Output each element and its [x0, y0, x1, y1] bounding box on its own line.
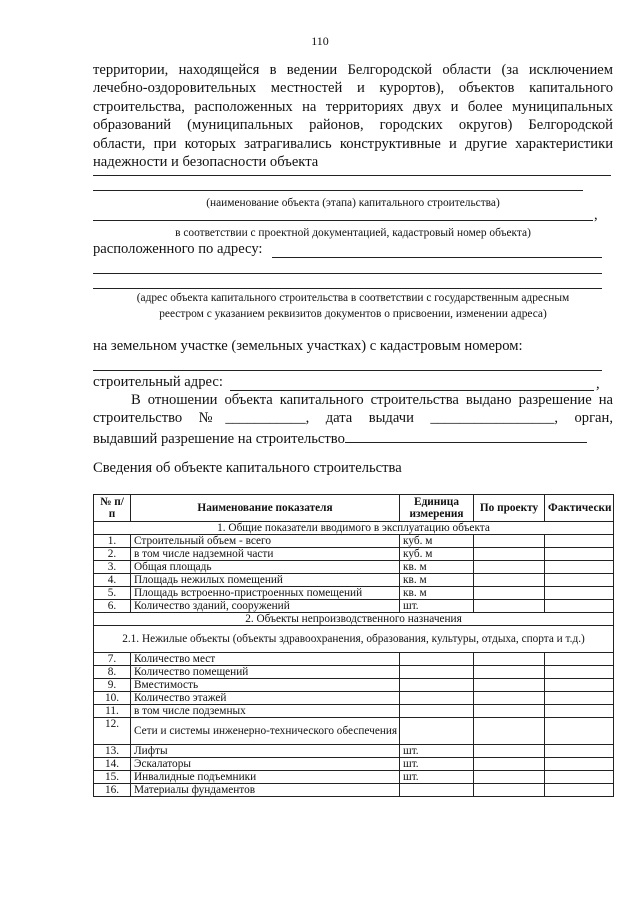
row-number: 9.: [94, 679, 131, 692]
permit-paragraph: [93, 391, 613, 448]
address-caption-2: реестром с указанием реквизитов документов о присвоении, изменении адреса): [159, 308, 547, 320]
section-row: [94, 522, 614, 535]
row-project-cell[interactable]: [474, 679, 545, 692]
intro-line: области, при которых затрагивались конструктивные и другие характеристики: [93, 135, 613, 152]
project-doc-caption: в соответствии с проектной документацией, кадастровый номер объекта): [175, 227, 531, 239]
row-number: 1.: [94, 535, 131, 548]
row-number: 5.: [94, 587, 131, 600]
row-name: Количество мест: [131, 653, 400, 666]
row-name: Материалы фундаментов: [131, 784, 400, 797]
row-actual-cell[interactable]: [545, 771, 614, 784]
row-unit: [400, 784, 474, 797]
row-name: Количество помещений: [131, 666, 400, 679]
table-row: [94, 705, 614, 718]
row-unit: [400, 679, 474, 692]
row-project-cell[interactable]: [474, 561, 545, 574]
row-name: Площадь встроенно-пристроенных помещений: [131, 587, 400, 600]
row-actual-cell[interactable]: [545, 653, 614, 666]
row-unit: кв. м: [400, 561, 474, 574]
intro-paragraph: [93, 61, 613, 171]
intro-line: надежности и безопасности объекта: [93, 154, 319, 171]
row-unit: шт.: [400, 745, 474, 758]
row-actual-cell[interactable]: [545, 574, 614, 587]
row-number: 12.: [94, 718, 131, 745]
row-number: 8.: [94, 666, 131, 679]
row-project-cell[interactable]: [474, 653, 545, 666]
table-row: [94, 653, 614, 666]
table-row: [94, 587, 614, 600]
section-row: [94, 613, 614, 626]
section-1-label: 1. Общие показатели вводимого в эксплуатацию объекта: [94, 522, 614, 535]
row-actual-cell[interactable]: [545, 705, 614, 718]
row-unit: шт.: [400, 771, 474, 784]
section-2-label: 2. Объекты непроизводственного назначения: [94, 613, 614, 626]
object-name-line-1[interactable]: [93, 175, 611, 176]
row-number: 11.: [94, 705, 131, 718]
object-name-line-3[interactable]: [93, 220, 593, 221]
land-plot-line[interactable]: [93, 370, 602, 371]
row-project-cell[interactable]: [474, 666, 545, 679]
object-name-caption: (наименование объекта (этапа) капитального строительства): [206, 197, 500, 209]
row-unit: [400, 653, 474, 666]
section-title: Сведения об объекте капитального строительства: [93, 460, 402, 476]
header-num: № п/п: [94, 495, 131, 522]
table-row: [94, 600, 614, 613]
section-row: [94, 626, 614, 653]
address-line-3[interactable]: [93, 288, 602, 289]
row-project-cell[interactable]: [474, 758, 545, 771]
row-project-cell[interactable]: [474, 535, 545, 548]
table-row: [94, 745, 614, 758]
address-line-2[interactable]: [93, 273, 602, 274]
table-row: [94, 574, 614, 587]
row-name: Строительный объем - всего: [131, 535, 400, 548]
row-project-cell[interactable]: [474, 745, 545, 758]
comma: ,: [596, 376, 600, 392]
indicators-table: [93, 494, 614, 797]
row-actual-cell[interactable]: [545, 745, 614, 758]
intro-line: лечебно-оздоровительных местностей и курортов), объектов капитального: [93, 80, 613, 97]
header-unit: Единица измерения: [400, 495, 474, 522]
row-actual-cell[interactable]: [545, 758, 614, 771]
row-unit: шт.: [400, 758, 474, 771]
row-name: Количество зданий, сооружений: [131, 600, 400, 613]
row-project-cell[interactable]: [474, 600, 545, 613]
permit-issuer-field[interactable]: [345, 428, 587, 443]
header-actual: Фактически: [545, 495, 614, 522]
row-number: 4.: [94, 574, 131, 587]
table-row: [94, 666, 614, 679]
table-row: [94, 718, 614, 745]
table-row: [94, 561, 614, 574]
section-2-1-label: 2.1. Нежилые объекты (объекты здравоохранения, образования, культуры, отдыха, спорта и т.д.): [94, 626, 614, 653]
table-header-row: [94, 495, 614, 522]
row-unit: кв. м: [400, 587, 474, 600]
row-number: 7.: [94, 653, 131, 666]
row-unit: кв. м: [400, 574, 474, 587]
page-number: 110: [311, 34, 329, 48]
row-unit: куб. м: [400, 535, 474, 548]
located-label: расположенного по адресу:: [93, 241, 263, 257]
row-name: Инвалидные подъемники: [131, 771, 400, 784]
table-row: [94, 679, 614, 692]
row-name: Общая площадь: [131, 561, 400, 574]
row-actual-cell[interactable]: [545, 561, 614, 574]
row-name: Лифты: [131, 745, 400, 758]
permit-line: В отношении объекта капитального строительства выдано разрешение на: [131, 392, 613, 408]
row-project-cell[interactable]: [474, 574, 545, 587]
row-number: 13.: [94, 745, 131, 758]
table-row: [94, 692, 614, 705]
table-row: [94, 771, 614, 784]
row-name: Количество этажей: [131, 692, 400, 705]
header-project: По проекту: [474, 495, 545, 522]
row-actual-cell[interactable]: [545, 718, 614, 745]
intro-line: территории, находящейся в ведении Белгородской области (за исключением: [93, 62, 613, 78]
row-unit: [400, 718, 474, 745]
row-project-cell[interactable]: [474, 718, 545, 745]
row-actual-cell[interactable]: [545, 666, 614, 679]
row-number: 10.: [94, 692, 131, 705]
row-unit: [400, 705, 474, 718]
row-project-cell[interactable]: [474, 692, 545, 705]
row-number: 15.: [94, 771, 131, 784]
row-number: 16.: [94, 784, 131, 797]
row-project-cell[interactable]: [474, 587, 545, 600]
construction-address-label: строительный адрес:: [93, 374, 223, 390]
row-actual-cell[interactable]: [545, 587, 614, 600]
row-actual-cell[interactable]: [545, 679, 614, 692]
table-row: [94, 535, 614, 548]
address-caption-1: (адрес объекта капитального строительства в соответствии с государственным адресным: [136, 292, 570, 304]
row-unit: куб. м: [400, 548, 474, 561]
row-name: Сети и системы инженерно-технического обеспечения: [131, 718, 400, 745]
address-line-1[interactable]: [272, 257, 602, 258]
row-actual-cell[interactable]: [545, 548, 614, 561]
row-number: 14.: [94, 758, 131, 771]
row-name: в том числе подземных: [131, 705, 400, 718]
row-actual-cell[interactable]: [545, 535, 614, 548]
row-project-cell[interactable]: [474, 784, 545, 797]
land-plot-label: на земельном участке (земельных участках) с кадастровым номером:: [93, 338, 523, 354]
row-unit: [400, 666, 474, 679]
row-project-cell[interactable]: [474, 705, 545, 718]
table-row: [94, 784, 614, 797]
row-unit: шт.: [400, 600, 474, 613]
table-row: [94, 758, 614, 771]
row-actual-cell[interactable]: [545, 600, 614, 613]
row-number: 6.: [94, 600, 131, 613]
row-actual-cell[interactable]: [545, 784, 614, 797]
permit-line: [93, 428, 613, 448]
row-actual-cell[interactable]: [545, 692, 614, 705]
table-row: [94, 548, 614, 561]
row-project-cell[interactable]: [474, 548, 545, 561]
row-unit: [400, 692, 474, 705]
permit-line: строительство №___________, дата выдачи _________________, орган,: [93, 410, 613, 427]
comma: ,: [594, 207, 598, 223]
row-name: Площадь нежилых помещений: [131, 574, 400, 587]
row-number: 3.: [94, 561, 131, 574]
row-number: 2.: [94, 548, 131, 561]
row-name: Эскалаторы: [131, 758, 400, 771]
row-name: Вместимость: [131, 679, 400, 692]
intro-line: строительства, расположенных на территориях двух и более муниципальных: [93, 98, 613, 115]
object-name-line-2[interactable]: [93, 190, 583, 191]
row-name: в том числе надземной части: [131, 548, 400, 561]
intro-line: образований (муниципальных районов, городских округов) Белгородской: [93, 117, 613, 134]
row-project-cell[interactable]: [474, 771, 545, 784]
header-name: Наименование показателя: [131, 495, 400, 522]
permit-label: выдавший разрешение на строительство: [93, 430, 345, 447]
